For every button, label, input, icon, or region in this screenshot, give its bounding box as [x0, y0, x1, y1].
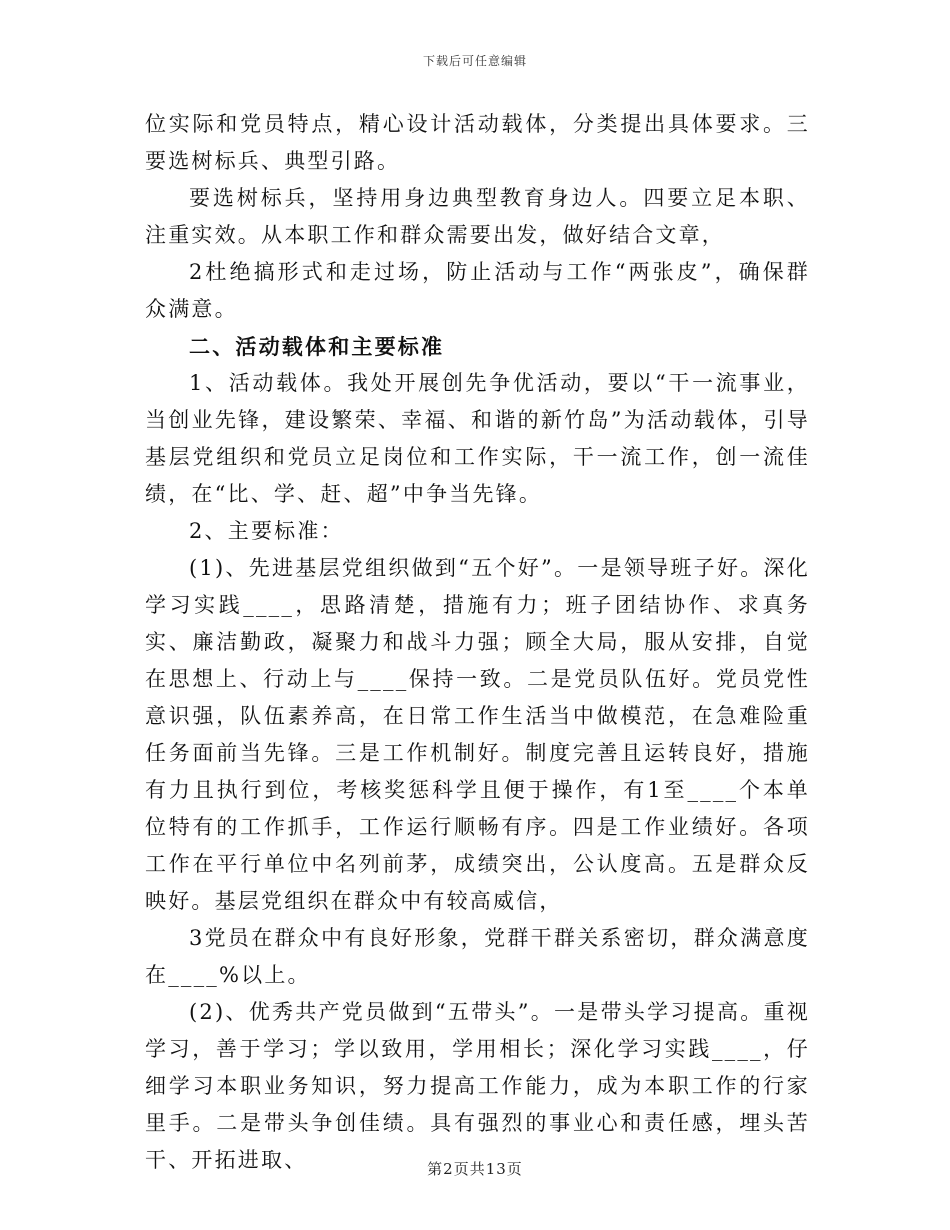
paragraph-continuation: 位实际和党员特点，精心设计活动载体，分类提出具体要求。三要选树标兵、典型引路。: [145, 112, 810, 173]
document-body: [145, 106, 810, 1179]
section-heading: 二、活动载体和主要标准: [189, 334, 445, 359]
paragraph: 1、活动载体。我处开展创先争优活动，要以“干一流事业，当创业先锋，建设繁荣、幸福、和谐的新竹岛”为活动载体，引导基层党组织和党员立足岗位和工作实际，干一流工作，创一流佳绩，在“比、学、赶、超”中争当先锋。: [145, 371, 810, 506]
page-number: 第2页共13页: [427, 1160, 523, 1178]
header-note: 下载后可任意编辑: [422, 54, 527, 68]
paragraph: (1)、先进基层党组织做到“五个好”。一是领导班子好。深化学习实践____，思路清楚，措施有力；班子团结协作、求真务实、廉洁勤政，凝聚力和战斗力强；顾全大局，服从安排，自觉在思想上、行动上与____保持一致。二是党员队伍好。党员党性意识强，队伍素养高，在日常工作生活当中做模范，在急难险重任务面前当先锋。三是工作机制好。制度完善且运转良好，措施有力且执行到位，考核奖惩科学且便于操作，有1至____个本单位特有的工作抓手，工作运行顺畅有序。四是工作业绩好。各项工作在平行单位中名列前茅，成绩突出，公认度高。五是群众反映好。基层党组织在群众中有较高威信，: [145, 556, 810, 913]
paragraph: 3党员在群众中有良好形象，党群干群关系密切，群众满意度在____%以上。: [145, 926, 810, 987]
paragraph: 2杜绝搞形式和走过场，防止活动与工作“两张皮”，确保群众满意。: [145, 260, 810, 321]
paragraph: (2)、优秀共产党员做到“五带头”。一是带头学习提高。重视学习，善于学习；学以致用，学用相长；深化学习实践____，仔细学习本职业务知识，努力提高工作能力，成为本职工作的行家里手。二是带头争创佳绩。具有强烈的事业心和责任感，埋头苦干、开拓进取、: [145, 1000, 810, 1172]
paragraph: 要选树标兵，坚持用身边典型教育身边人。四要立足本职、注重实效。从本职工作和群众需要出发，做好结合文章，: [145, 186, 810, 247]
paragraph: 2、主要标准：: [189, 519, 344, 543]
